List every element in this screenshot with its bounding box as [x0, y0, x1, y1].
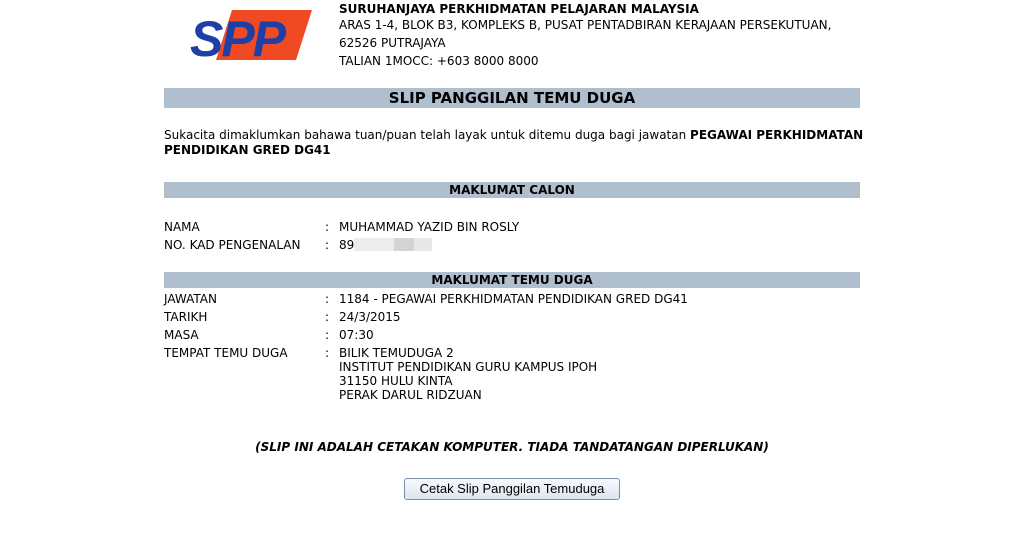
- ic-label: NO. KAD PENGENALAN: [164, 238, 301, 252]
- org-name: SURUHANJAYA PERKHIDMATAN PELAJARAN MALAYSIA: [339, 2, 699, 16]
- slip-title: SLIP PANGGILAN TEMU DUGA: [164, 88, 860, 108]
- tarikh-separator: :: [325, 310, 330, 324]
- jawatan-value: 1184 - PEGAWAI PERKHIDMATAN PENDIDIKAN GRED DG41: [339, 292, 688, 306]
- ic-value-row: [339, 236, 432, 254]
- name-label: NAMA: [164, 220, 200, 234]
- intro-paragraph: [164, 128, 864, 158]
- address-line-1: ARAS 1-4, BLOK B3, KOMPLEKS B, PUSAT PENTADBIRAN KERAJAAN PERSEKUTUAN,: [339, 18, 832, 32]
- intro-position: PEGAWAI PERKHIDMATAN PENDIDIKAN GRED DG41: [164, 128, 864, 157]
- ic-value: 89: [339, 238, 355, 252]
- redacted-block: [394, 238, 414, 251]
- masa-separator: :: [325, 328, 330, 342]
- redacted-block: [414, 238, 432, 251]
- computer-print-notice: (SLIP INI ADALAH CETAKAN KOMPUTER. TIADA TANDATANGAN DIPERLUKAN): [255, 440, 769, 454]
- redacted-block: [354, 238, 394, 251]
- candidate-section-heading: MAKLUMAT CALON: [164, 182, 860, 198]
- spp-logo: [188, 6, 312, 62]
- tempat-line: INSTITUT PENDIDIKAN GURU KAMPUS IPOH: [339, 360, 598, 374]
- logo-text: SPP: [190, 11, 285, 62]
- address-line-2: 62526 PUTRAJAYA: [339, 36, 446, 50]
- print-slip-button[interactable]: Cetak Slip Panggilan Temuduga: [404, 478, 620, 500]
- tempat-label: TEMPAT TEMU DUGA: [164, 346, 288, 360]
- masa-value: 07:30: [339, 328, 374, 342]
- ic-separator: :: [325, 238, 330, 252]
- name-separator: :: [325, 220, 330, 234]
- name-value: MUHAMMAD YAZID BIN ROSLY: [339, 220, 520, 234]
- tempat-separator: :: [325, 346, 330, 360]
- tempat-line: BILIK TEMUDUGA 2: [339, 346, 454, 360]
- intro-text: Sukacita dimaklumkan bahawa tuan/puan telah layak untuk ditemu duga bagi jawatan: [164, 128, 691, 142]
- jawatan-label: JAWATAN: [164, 292, 217, 306]
- jawatan-separator: :: [325, 292, 330, 306]
- tempat-line: PERAK DARUL RIDZUAN: [339, 388, 482, 402]
- tarikh-value: 24/3/2015: [339, 310, 401, 324]
- interview-section-heading: MAKLUMAT TEMU DUGA: [164, 272, 860, 288]
- tarikh-label: TARIKH: [164, 310, 208, 324]
- masa-label: MASA: [164, 328, 199, 342]
- tempat-value: [339, 346, 597, 402]
- tempat-line: 31150 HULU KINTA: [339, 374, 453, 388]
- phone-line: TALIAN 1MOCC: +603 8000 8000: [339, 54, 539, 68]
